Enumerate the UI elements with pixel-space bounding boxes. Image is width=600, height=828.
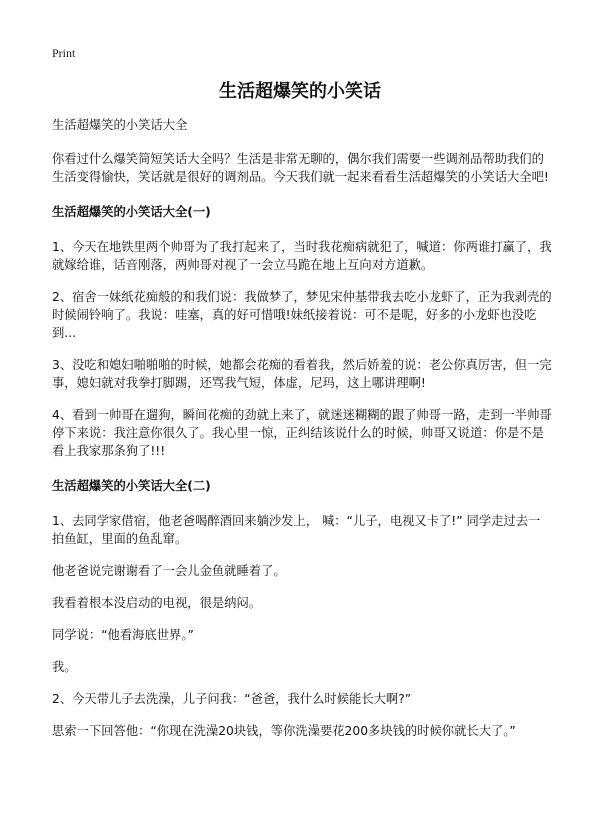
joke-paragraph: 2、宿舍一妹纸花痴般的和我们说：我做梦了，梦见宋仲基带我去吃小龙虾了，正为我剥壳的时候闹铃响了。我说：哇塞，真的好可惜哦!妹纸接着说：可不是呢，好多的小龙虾也没吃到... xyxy=(52,290,552,340)
joke-paragraph: 3、没吃和媳妇啪啪啪的时候，她都会花痴的看着我，然后娇羞的说：老公你真厉害，但一完事，媳妇就对我拳打脚踢，还骂我气短，体虚，尼玛，这上哪讲理啊! xyxy=(52,358,552,390)
joke-paragraph: 我。 xyxy=(52,660,77,674)
joke-paragraph: 2、今天带儿子去洗澡，儿子问我：“爸爸，我什么时候能长大啊?” xyxy=(52,692,412,706)
joke-paragraph: 同学说：“他看海底世界。” xyxy=(52,628,194,642)
joke-paragraph: 1、今天在地铁里两个帅哥为了我打起来了，当时我花痴病就犯了，喊道：你两谁打赢了，我就嫁给谁，话音刚落，两帅哥对视了一会立马跪在地上互向对方道歉。 xyxy=(52,240,552,272)
joke-paragraph: 4、看到一帅哥在遛狗，瞬间花痴的劲就上来了，就迷迷糊糊的跟了帅哥一路，走到一半帅哥停下来说：我注意你很久了。我心里一惊，正纠结该说什么的时候，帅哥又说道：你是不是看上我家那条狗了!!! xyxy=(52,408,552,458)
section-heading-1: 生活超爆笑的小笑话大全(一) xyxy=(52,205,211,219)
subtitle: 生活超爆笑的小笑话大全 xyxy=(52,118,188,132)
joke-paragraph: 我看着根本没启动的电视，很是纳闷。 xyxy=(52,596,262,610)
page-title: 生活超爆笑的小笑话 xyxy=(219,81,381,102)
joke-paragraph: 他老爸说完谢谢看了一会儿金鱼就睡着了。 xyxy=(52,564,286,578)
article-body xyxy=(52,116,552,740)
joke-paragraph: 思索一下回答他：“你现在洗澡20块钱，等你洗澡要花200多块钱的时候你就长大了。” xyxy=(52,724,516,738)
section-heading-2: 生活超爆笑的小笑话大全(二) xyxy=(52,479,211,493)
joke-paragraph: 1、去同学家借宿，他老爸喝醉酒回来躺沙发上， 喊：“儿子，电视又卡了!” 同学走过去一拍鱼缸，里面的鱼乱窜。 xyxy=(52,514,541,546)
print-link[interactable]: Print xyxy=(52,46,76,60)
intro-paragraph: 你看过什么爆笑简短笑话大全吗？生活是非常无聊的，偶尔我们需要一些调剂品帮助我们的生活变得愉快，笑话就是很好的调剂品。今天我们就一起来看看生活超爆笑的小笑话大全吧! xyxy=(52,152,549,184)
